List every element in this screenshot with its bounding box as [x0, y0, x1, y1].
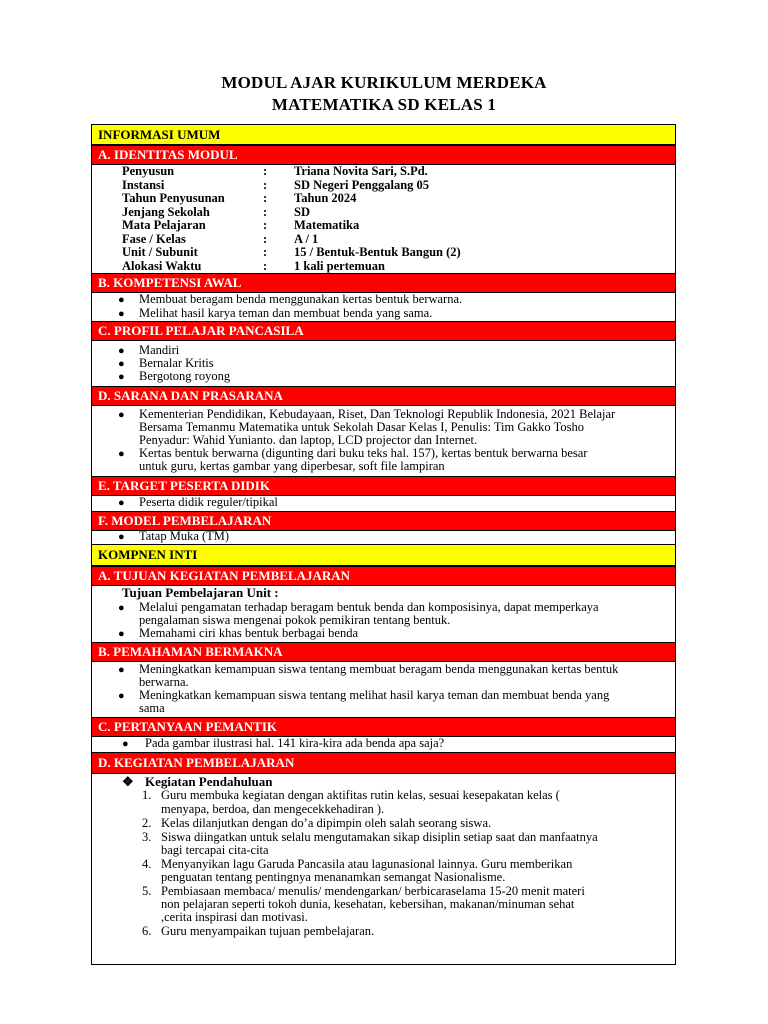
kegiatan-step-line: Kelas dilanjutkan dengan do’a dipimpin oleh salah seorang siswa.	[161, 816, 492, 830]
pemahaman-item-line: Meningkatkan kemampuan siswa tentang melihat hasil karya teman dan membuat benda yang	[139, 688, 610, 702]
bullet-icon: ●	[118, 371, 125, 383]
kegiatan-step-line: Menyanyikan lagu Garuda Pancasila atau lagunasional lainnya. Guru memberikan	[161, 857, 573, 871]
kompetensi-item: Membuat beragam benda menggunakan kertas bentuk berwarna.	[139, 292, 463, 306]
kegiatan-step-line: Guru menyampaikan tujuan pembelajaran.	[161, 924, 375, 938]
profil-item: Bernalar Kritis	[139, 356, 214, 370]
tujuan-subheading: Tujuan Pembelajaran Unit :	[122, 585, 279, 600]
profil-item: Bergotong royong	[139, 369, 231, 383]
bullet-icon: ●	[122, 738, 129, 750]
kegiatan-subheading: Kegiatan Pendahuluan	[145, 774, 273, 789]
document-title-line-1: MODUL AJAR KURIKULUM MERDEKA	[221, 73, 547, 92]
kegiatan-step-number: 1.	[142, 788, 152, 802]
kegiatan-step-line: Guru membuka kegiatan dengan aktifitas rutin kelas, sesuai kesepakatan kelas (	[161, 788, 560, 802]
pertanyaan-item: Pada gambar ilustrasi hal. 141 kira-kira ada benda apa saja?	[145, 736, 445, 750]
kegiatan-step-number: 5.	[142, 884, 152, 898]
pemahaman-item-line: sama	[139, 701, 165, 715]
sarana-item-line: Kementerian Pendidikan, Kebudayaan, Riset, Dan Teknologi Republik Indonesia, 2021 Belajar	[139, 407, 616, 421]
bullet-icon: ●	[118, 345, 125, 357]
bullet-icon: ●	[118, 308, 125, 320]
bullet-icon: ●	[118, 294, 125, 306]
section-tujuan-kegiatan: A. TUJUAN KEGIATAN PEMBELAJARAN	[91, 566, 676, 586]
section-sarana-prasarana: D. SARANA DAN PRASARANA	[91, 386, 676, 406]
pemahaman-item-line: Meningkatkan kemampuan siswa tentang membuat beragam benda menggunakan kertas bentuk	[139, 662, 619, 676]
section-kompetensi-awal: B. KOMPETENSI AWAL	[91, 273, 676, 293]
section-pemahaman-bermakna: B. PEMAHAMAN BERMAKNA	[91, 642, 676, 662]
kegiatan-step-number: 2.	[142, 816, 152, 830]
kegiatan-step-line: Pembiasaan membaca/ menulis/ mendengarkan/ berbicaraselama 15-20 menit materi	[161, 884, 585, 898]
sarana-item-line: Bersama Temanmu Matematika untuk Sekolah Dasar Kelas I, Penulis: Tim Gakko Tosho	[139, 420, 584, 434]
kegiatan-step-line: menyapa, berdoa, dan mengecekkehadiran ).	[161, 802, 385, 816]
kegiatan-step-line: Siswa diingatkan untuk selalu mengutamakan sikap disiplin setiap saat dan manfaatnya	[161, 830, 598, 844]
kegiatan-step-line: non pelajaran seperti tokoh dunia, kesehatan, kebersihan, makanan/minuman sehat	[161, 897, 575, 911]
section-profil-pelajar: C. PROFIL PELAJAR PANCASILA	[91, 321, 676, 341]
sarana-item-line: untuk guru, kertas gambar yang diperbesar, soft file lampiran	[139, 459, 445, 473]
kegiatan-step-number: 4.	[142, 857, 152, 871]
bullet-icon: ●	[118, 448, 125, 460]
tujuan-item-line: pengalaman siswa mengenai pokok pemikiran tentang bentuk.	[139, 613, 451, 627]
bullet-icon: ●	[118, 358, 125, 370]
section-identitas-modul: A. IDENTITAS MODUL	[91, 145, 676, 165]
document-title-line-2: MATEMATIKA SD KELAS 1	[271, 95, 497, 114]
bullet-icon: ●	[118, 497, 125, 509]
sarana-item-line: Kertas bentuk berwarna (digunting dari buku teks hal. 157), kertas bentuk berwarna besar	[139, 446, 588, 460]
bullet-icon: ●	[118, 531, 125, 543]
profil-item: Mandiri	[139, 343, 180, 357]
kegiatan-step-line: penguatan tentang pentingnya menanamkan semangat Nasionalisme.	[161, 870, 506, 884]
bullet-icon: ●	[118, 664, 125, 676]
tujuan-item: Memahami ciri khas bentuk berbagai benda	[139, 626, 359, 640]
section-komponen-inti: KOMPNEN INTI	[91, 544, 676, 566]
bullet-icon: ●	[118, 602, 125, 614]
bullet-icon: ●	[118, 690, 125, 702]
kegiatan-step-line: bagi tercapai cita-cita	[161, 843, 269, 857]
section-kegiatan-pembelajaran: D. KEGIATAN PEMBELAJARAN	[91, 752, 676, 774]
kegiatan-step-number: 3.	[142, 830, 152, 844]
section-model-pembelajaran: F. MODEL PEMBELAJARAN	[91, 511, 676, 531]
section-pertanyaan-pemantik: C. PERTANYAAN PEMANTIK	[91, 717, 676, 737]
bullet-icon: ●	[118, 409, 125, 421]
model-item: Tatap Muka (TM)	[139, 529, 230, 543]
pemahaman-item-line: berwarna.	[139, 675, 189, 689]
sarana-item-line: Penyadur: Wahid Yunianto. dan laptop, LCD projector dan Internet.	[139, 433, 478, 447]
section-target-peserta: E. TARGET PESERTA DIDIK	[91, 476, 676, 496]
kompetensi-item: Melihat hasil karya teman dan membuat benda yang sama.	[139, 306, 433, 320]
target-item: Peserta didik reguler/tipikal	[139, 495, 278, 509]
diamond-bullet-icon: ❖	[122, 774, 134, 789]
kegiatan-step-line: ,cerita inspirasi dan motivasi.	[161, 910, 308, 924]
section-informasi-umum: INFORMASI UMUM	[91, 124, 676, 145]
bullet-icon: ●	[118, 628, 125, 640]
kegiatan-step-number: 6.	[142, 924, 152, 938]
tujuan-item-line: Melalui pengamatan terhadap beragam bentuk benda dan komposisinya, dapat memperkaya	[139, 600, 599, 614]
